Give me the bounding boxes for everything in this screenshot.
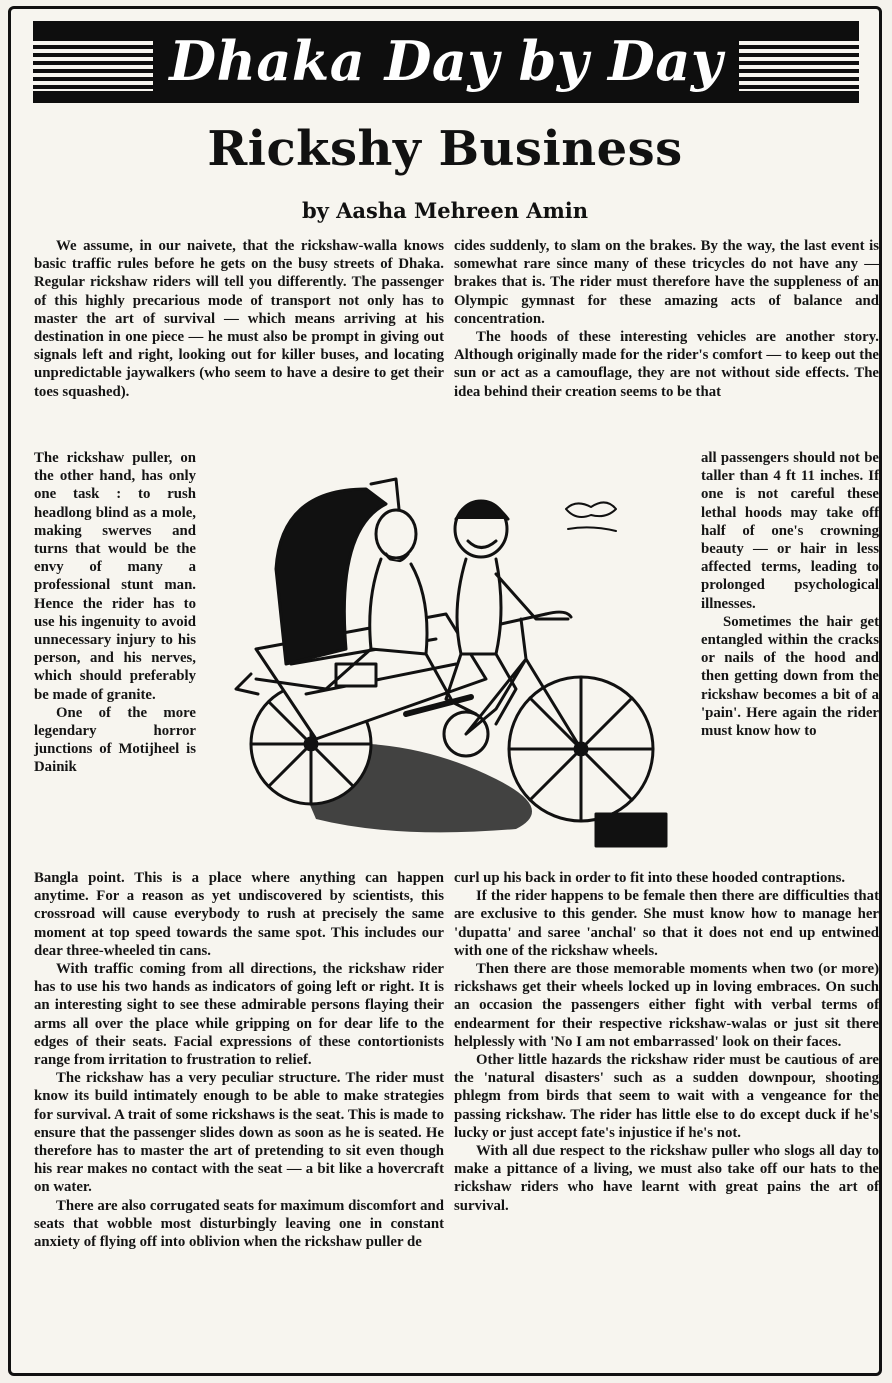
banner-hatch-left xyxy=(33,41,153,91)
right-column-bottom xyxy=(454,869,879,1215)
paragraph: cides suddenly, to slam on the brakes. By the way, the last event is somewhat rare since many of these tricycles do not have any — brakes that is. The rider must therefore have the suppleness of an Olympic gymnast for these amazing acts of balance and concentration. xyxy=(454,238,879,327)
paragraph: If the rider happens to be female then there are difficulties that are exclusive to this gender. She must know how to manage her 'dupatta' and saree 'anchal' so that it does not end up entwined with one of the rickshaw wheels. xyxy=(454,888,879,959)
paragraph: With all due respect to the rickshaw puller who slogs all day to make a pittance of a living, we must also take off our hats to the rickshaw riders who have learnt with great pains the art of survival. xyxy=(454,1143,879,1214)
rickshaw-cartoon-icon xyxy=(196,449,701,859)
paragraph: With traffic coming from all directions, the rickshaw rider has to use his two hands as indicators of going left or right. It is an interesting sight to see these admirable persons flaying their arms all over the place while gripping on for dear life to the edges of their seats. Facial expressions of these contortionists range from irritation to frustration to relief. xyxy=(34,961,444,1069)
paragraph: curl up his back in order to fit into these hooded contraptions. xyxy=(454,870,846,886)
column-title: Dhaka Day by Day xyxy=(169,29,723,93)
column-banner xyxy=(33,21,859,103)
paragraph: all passengers should not be taller than 4 ft 11 inches. If one is not careful these lethal hoods may take off half of one's crowning beauty — or hair in less affected terms, leading to prolonged psychological illnesses. xyxy=(701,450,879,612)
paragraph: The rickshaw has a very peculiar structure. The rider must know its build intimately enough to be able to make strategies for survival. A trait of some rickshaws is the seat. This is made to ensure that the passenger slides down as soon as he is seated. He therefore has to master the art of pretending to sit even though his rear makes no contact with the seat — a bit like a hovercraft on water. xyxy=(34,1070,444,1196)
paragraph: Then there are those memorable moments when two (or more) rickshaws get their wheels locked up in loving embraces. On such an occasion the passengers either fight with verbal terms of endearment for their respective rickshaw-walas or just sit there helplessly with 'No I am not embarrassed' look on their faces. xyxy=(454,961,879,1050)
right-column-top xyxy=(454,237,879,401)
banner-hatch-right xyxy=(739,41,859,91)
left-column-top xyxy=(34,237,444,401)
byline: by Aasha Mehreen Amin xyxy=(301,198,589,223)
paragraph: There are also corrugated seats for maximum discomfort and seats that wobble most disturbingly leaving one in constant anxiety of flying off into oblivion when the rickshaw puller de xyxy=(34,1197,444,1251)
right-column-wrap xyxy=(701,449,879,740)
paragraph: One of the more legendary horror junctions of Motijheel is Dainik xyxy=(34,704,196,776)
paragraph: Sometimes the hair get entangled within the cracks or nails of the hood and then getting down from the rickshaw becomes a bit of a 'pain'. Here again the rider must know how to xyxy=(701,613,879,740)
paragraph: Bangla point. This is a place where anything can happen anytime. For a reason as yet undiscovered by scientists, this crossroad will cause everybody to rush at precisely the same moment at top speed towards the same spot. This includes our dear three-wheeled tin cans. xyxy=(34,870,444,959)
paragraph: The rickshaw puller, on the other hand, has only one task : to rush headlong blind as a mole, making swerves and turns that would be the envy of many a professional stunt man. Hence the rider has to use his ingenuity to avoid unnecessary injury to his person, and his nerves, which should preferably be made of granite. xyxy=(34,450,196,703)
left-column-bottom xyxy=(34,869,444,1251)
newspaper-clipping xyxy=(8,6,882,1376)
left-column-wrap xyxy=(34,449,196,777)
headline: Rickshy Business xyxy=(207,121,683,177)
rickshaw-cartoon-illustration xyxy=(196,449,701,859)
paragraph: Other little hazards the rickshaw rider must be cautious of are the 'natural disasters' such as a sudden downpour, shooting phlegm from birds that seem to wait with a vengeance for the passing rickshaw. The rider has little else to do except duck if he's lucky or just accept fate's injustice if he's not. xyxy=(454,1052,879,1141)
paragraph: We assume, in our naivete, that the rickshaw-walla knows basic traffic rules before he gets on the busy streets of Dhaka. Regular rickshaw riders will tell you differently. The passenger of this highly precarious mode of transport not only has to master the art of survival — which means arriving at his destination in one piece — he must also be prompt in giving out signals left and right, looking out for killer buses, and locating unpredictable jaywalkers (who seem to have a desire to get their toes squashed). xyxy=(34,238,444,400)
paragraph: The hoods of these interesting vehicles are another story. Although originally made for the rider's comfort — to keep out the sun or act as a camouflage, they are not without side effects. The idea behind their creation seems to be that xyxy=(454,329,879,400)
